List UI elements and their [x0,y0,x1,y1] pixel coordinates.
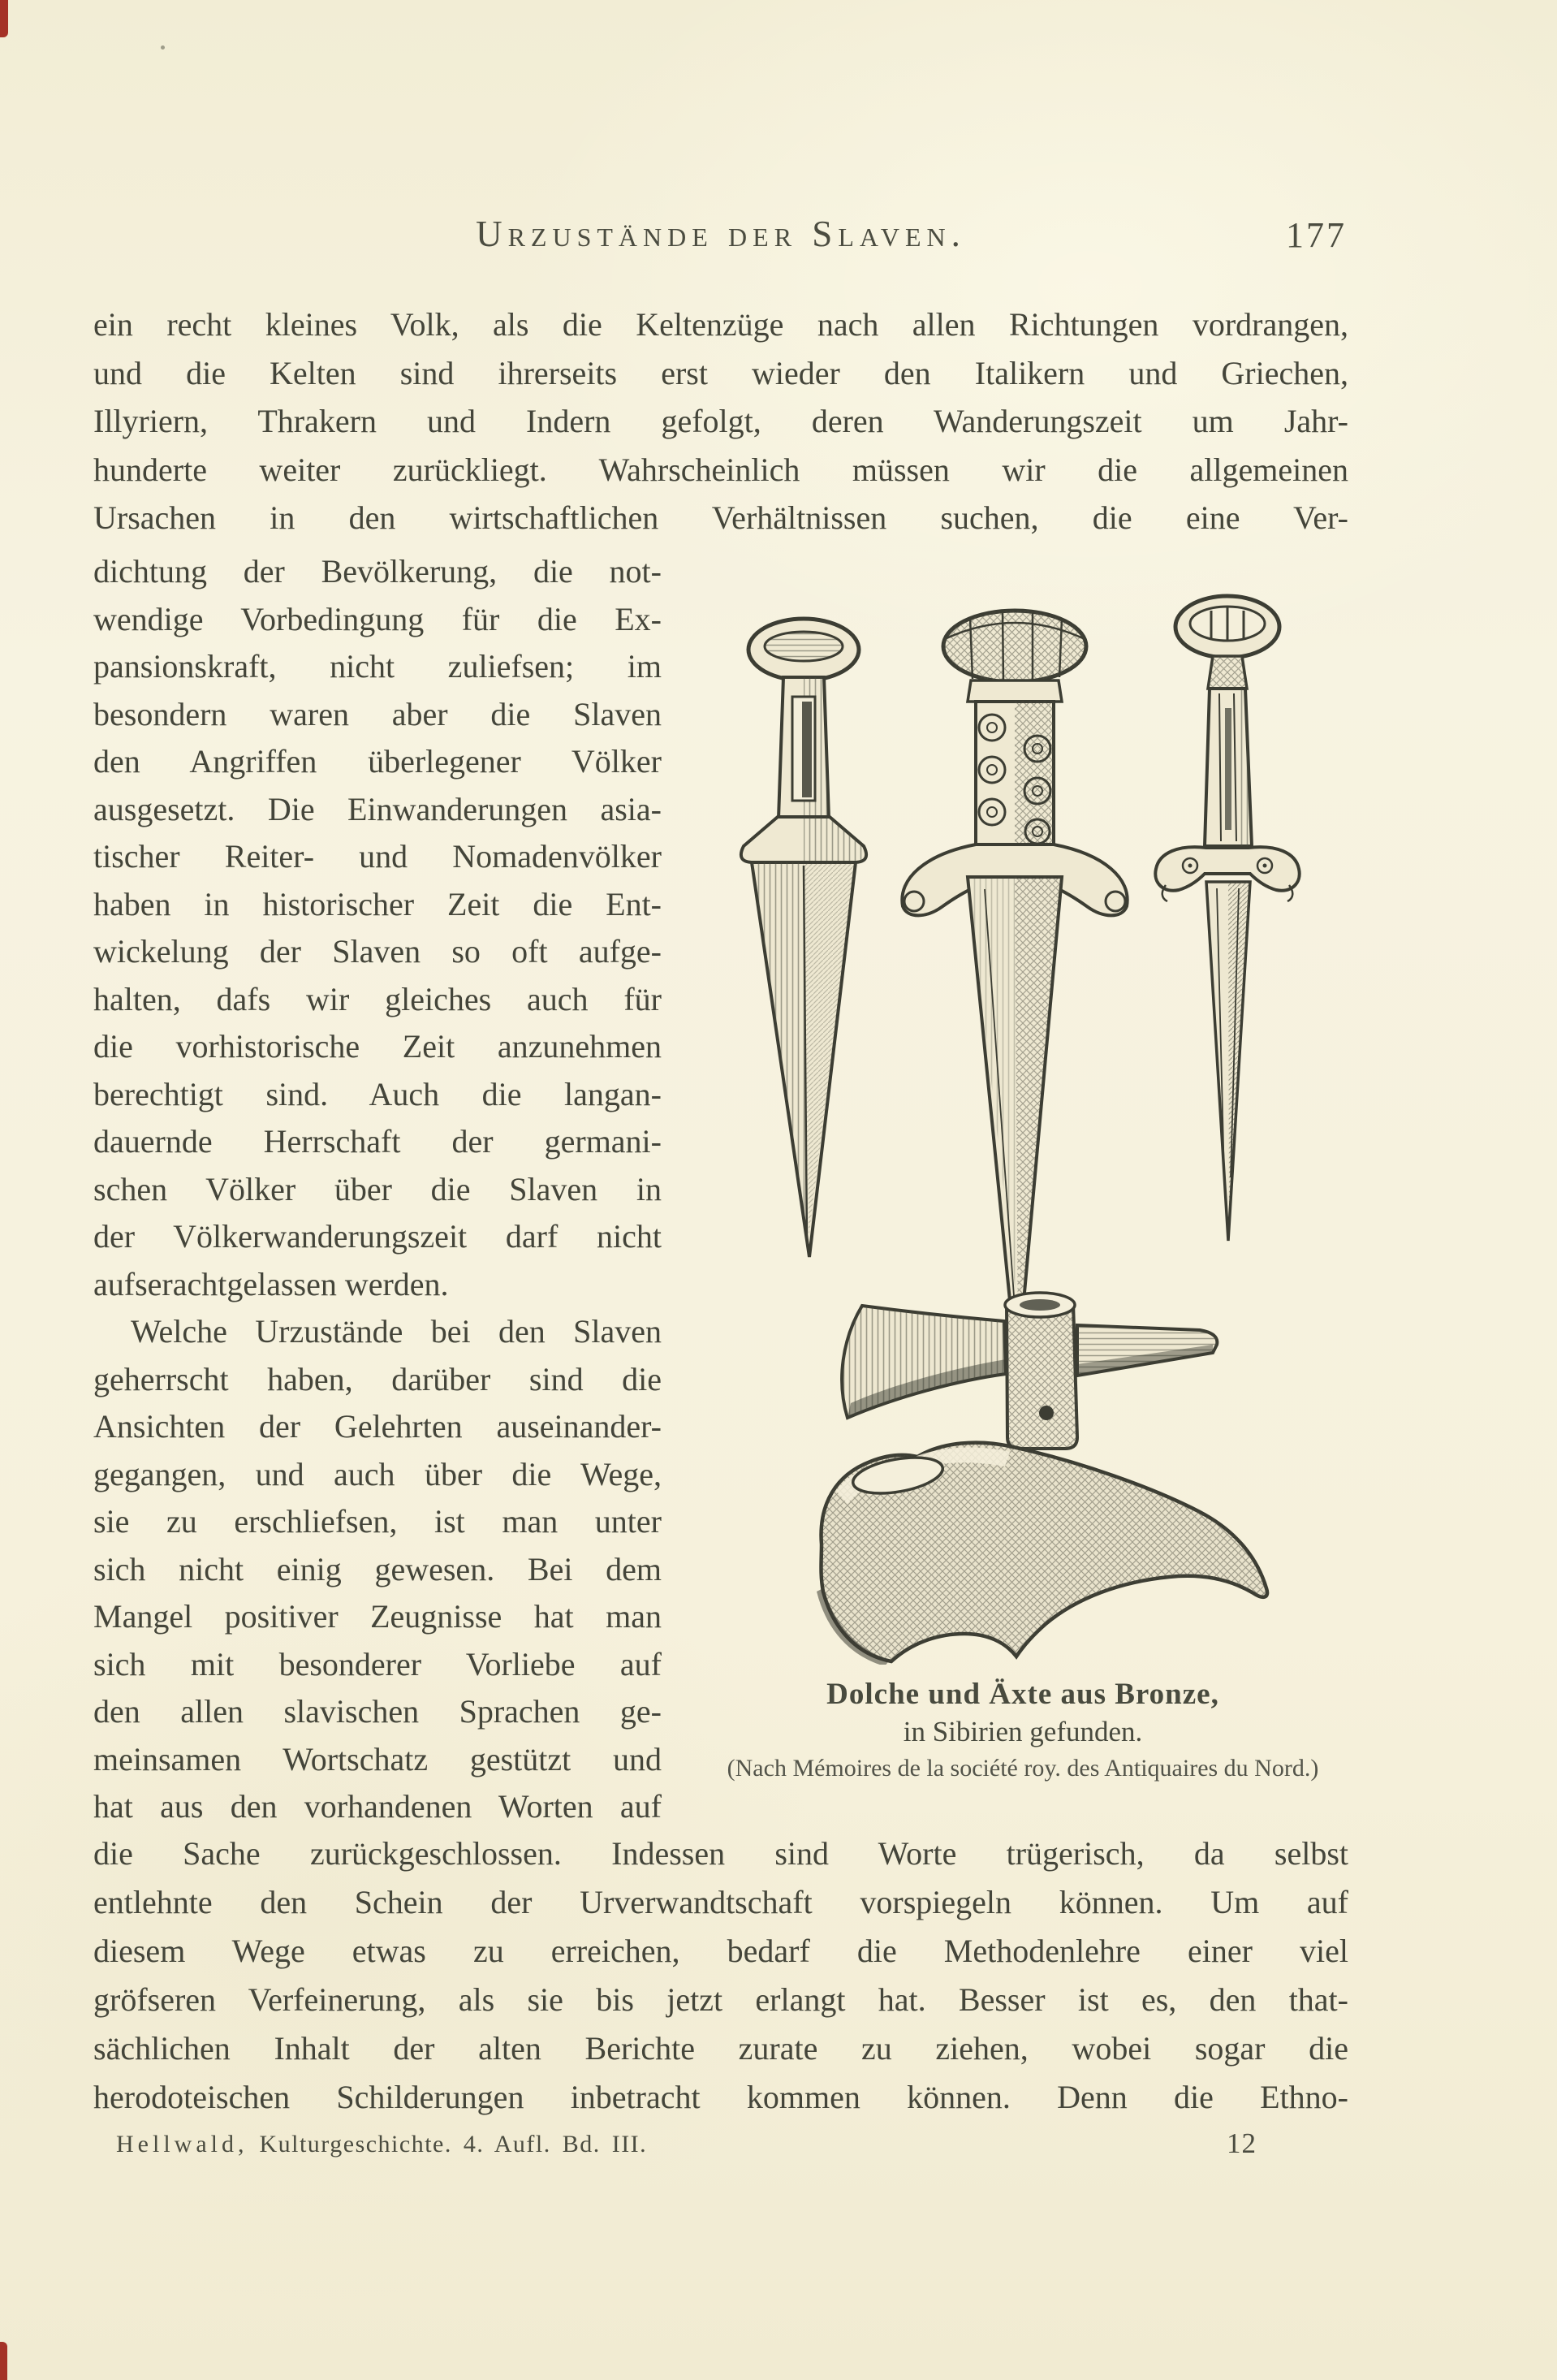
printer-signature [116,2131,647,2158]
text-line: sich nicht einig gewesen. Bei dem [93,1550,662,1587]
text-line: besondern waren aber die Slaven [93,695,662,732]
text-line: halten, dafs wir gleiches auch für [93,980,662,1017]
shaft-hole-axe-icon [842,1293,1217,1449]
dagger-bird-head-icon [1155,596,1299,1241]
text-line: Welche Urzustände bei den Slaven [131,1313,662,1350]
text-line: pansionskraft, nicht zuliefsen; im [93,648,662,685]
text-line: hunderte weiter zurückliegt. Wahrscheinlich müssen wir die allgemeinen [93,451,1348,488]
text-line: gegangen, und auch über die Wege, [93,1455,662,1492]
text-line: der Völkerwanderungszeit darf nicht [93,1218,662,1255]
sheet-number: 12 [1227,2127,1257,2159]
page-title: Urzustände der Slaven. [476,214,966,254]
text-line: berechtigt sind. Auch die langan- [93,1075,662,1112]
text-line: und die Kelten sind ihrerseits erst wieder den Italikern und Griechen, [93,354,1348,391]
caption-source: (Nach Mémoires de la société roy. des Antiquaires du Nord.) [727,1755,1319,1782]
text-line: ausgesetzt. Die Einwanderungen asia- [93,790,662,827]
text-line: sächlichen Inhalt der alten Berichte zurate zu ziehen, wobei sogar die [93,2030,1348,2067]
text-line: diesem Wege etwas zu erreichen, bedarf die Methodenlehre einer viel [93,1933,1348,1969]
text-line: meinsamen Wortschatz gestützt und [93,1740,662,1777]
signature-rest: Kulturgeschichte. 4. Aufl. Bd. III. [248,2131,648,2158]
page-footer [93,2127,1348,2159]
text-line: dichtung der Bevölkerung, die not- [93,553,662,590]
text-line: sie zu erschliefsen, ist man unter [93,1503,662,1540]
page-number: 177 [1286,215,1347,255]
ink-speck [161,45,165,50]
text-line: Illyriern, Thrakern und Indern gefolgt, deren Wanderungszeit um Jahr- [93,403,1348,439]
text-line: hat aus den vorhandenen Worten auf [93,1788,662,1825]
figure-caption [658,1676,1388,1786]
text-line: den allen slavischen Sprachen ge- [93,1693,662,1730]
caption-title: Dolche und Äxte aus Bronze, [826,1678,1219,1711]
text-line: wendige Vorbedingung für die Ex- [93,600,662,637]
scan-red-edge-top [0,0,8,37]
text-line: gröfseren Verfeinerung, als sie bis jetzt erlangt hat. Besser ist es, den that- [93,1981,1348,2018]
text-line: Ansichten der Gelehrten auseinander- [93,1408,662,1445]
scan-red-edge-bottom [0,2342,7,2380]
paragraph-top [93,300,1348,542]
text-line: schen Völker über die Slaven in [93,1170,662,1207]
curved-axe-icon [817,1443,1267,1665]
text-line: Mangel positiver Zeugnisse hat man [93,1598,662,1635]
text-line: den Angriffen überlegener Völker [93,743,662,780]
figure-plate-bronze-daggers-axes [658,568,1388,1786]
caption-subtitle: in Sibirien gefunden. [903,1716,1143,1747]
text-line: sich mit besonderer Vorliebe auf [93,1645,662,1682]
text-line: die vorhistorische Zeit anzunehmen [93,1028,662,1065]
text-line: tischer Reiter- und Nomadenvölker [93,838,662,875]
text-line: geherrscht haben, darüber sind die [93,1360,662,1397]
text-line: Ursachen in den wirtschaftlichen Verhältnissen suchen, die eine Ver- [93,499,1348,536]
text-line: ein recht kleines Volk, als die Keltenzüge nach allen Richtungen vordrangen, [93,306,1348,343]
text-line: herodoteischen Schilderungen inbetracht kommen können. Denn die Ethno- [93,2079,1348,2115]
paragraph-bottom [93,1829,1348,2122]
signature-author: Hellwald, [116,2131,248,2158]
dagger-spiral-icon [902,611,1127,1374]
text-line: dauernde Herrschaft der germani- [93,1123,662,1160]
engraving-illustration [658,568,1388,1665]
running-head [93,213,1348,255]
text-line: die Sache zurückgeschlossen. Indessen sind Worte trügerisch, da selbst [93,1835,1348,1872]
text-line: aufserachtgelassen werden. [93,1265,449,1302]
dagger-plain-icon [741,619,866,1257]
text-line: haben in historischer Zeit die Ent- [93,885,662,922]
text-line: entlehnte den Schein der Urverwandtschaft vorspiegeln können. Um auf [93,1884,1348,1920]
paragraph-left-column [93,548,662,1831]
text-line: wickelung der Slaven so oft aufge- [93,933,662,970]
